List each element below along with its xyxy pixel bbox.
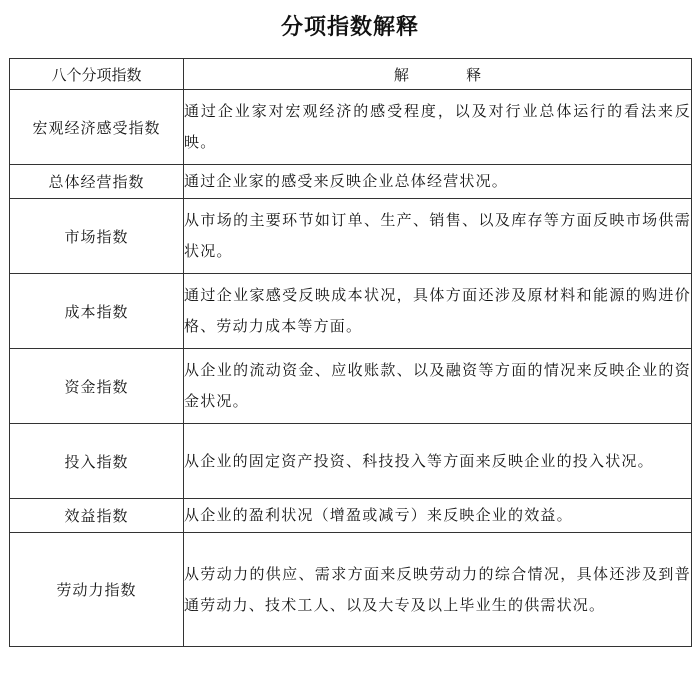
explanation-cell: 通过企业家的感受来反映企业总体经营状况。 [184,165,692,199]
table-header-row [10,59,692,90]
table-row [10,90,692,165]
index-name-cell: 市场指数 [10,199,184,274]
table-row [10,424,692,499]
table-row [10,199,692,274]
explanation-cell: 通过企业家感受反映成本状况，具体方面还涉及原材料和能源的购进价格、劳动力成本等方面。 [184,274,692,349]
header-index-name: 八个分项指数 [10,59,184,90]
explanation-cell: 从企业的流动资金、应收账款、以及融资等方面的情况来反映企业的资金状况。 [184,349,692,424]
explanation-cell: 从企业的盈利状况（增盈或减亏）来反映企业的效益。 [184,499,692,533]
table-row [10,499,692,533]
index-name-cell: 成本指数 [10,274,184,349]
index-explanation-table [9,58,692,647]
explanation-cell: 从市场的主要环节如订单、生产、销售、以及库存等方面反映市场供需状况。 [184,199,692,274]
explanation-cell: 通过企业家对宏观经济的感受程度，以及对行业总体运行的看法来反映。 [184,90,692,165]
table-row [10,165,692,199]
index-name-cell: 投入指数 [10,424,184,499]
table-row [10,274,692,349]
header-explanation [184,59,692,90]
header-explanation-text: 解 释 [393,65,482,84]
index-name-cell: 总体经营指数 [10,165,184,199]
table-row [10,349,692,424]
index-name-cell: 效益指数 [10,499,184,533]
index-name-cell: 宏观经济感受指数 [10,90,184,165]
explanation-cell: 从企业的固定资产投资、科技投入等方面来反映企业的投入状况。 [184,424,692,499]
table-row [10,533,692,647]
index-name-cell: 劳动力指数 [10,533,184,647]
page-title: 分项指数解释 [280,15,419,40]
explanation-cell: 从劳动力的供应、需求方面来反映劳动力的综合情况，具体还涉及到普通劳动力、技术工人、以及大专及以上毕业生的供需状况。 [184,533,692,647]
index-name-cell: 资金指数 [10,349,184,424]
